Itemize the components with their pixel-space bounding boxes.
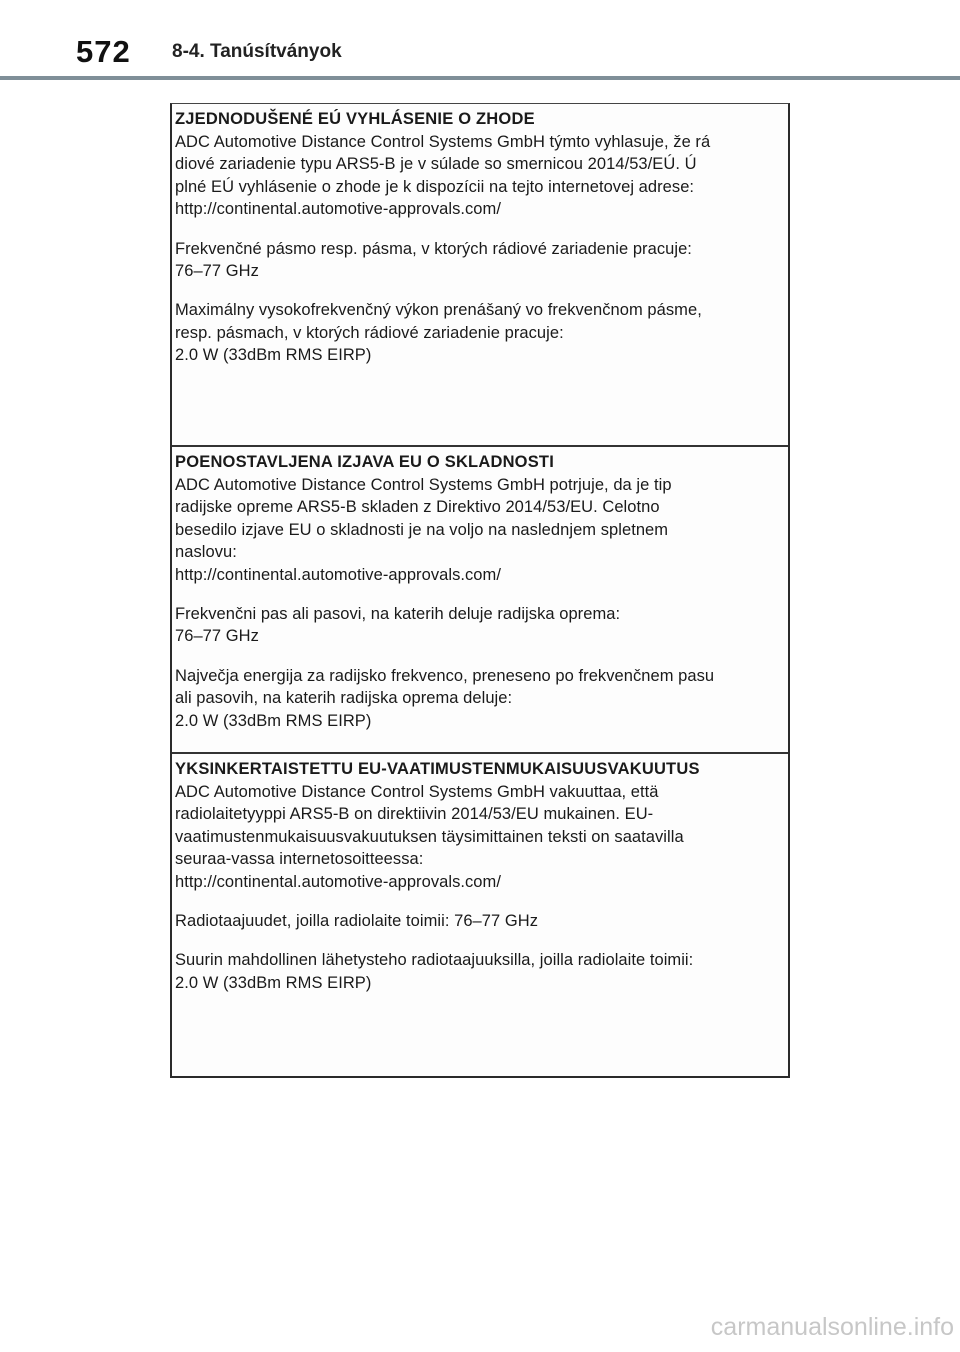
text-line: resp. pásmach, v ktorých rádiové zariadenie pracuje:: [175, 323, 564, 342]
text-line: 2.0 W (33dBm RMS EIRP): [175, 346, 372, 365]
text-line: Največja energija za radijsko frekvenco, preneseno po frekvenčnem pasu: [175, 666, 715, 685]
text-line: ADC Automotive Distance Control Systems GmbH vakuuttaa, että: [175, 783, 659, 801]
text-line: http://continental.automotive-approvals.com/: [175, 200, 501, 219]
declaration-block-slovak: [172, 104, 788, 445]
text-line: plné EÚ vyhlásenie o zhode je k dispozícii na tejto internetovej adrese:: [175, 177, 695, 196]
text-line: naslovu:: [175, 543, 237, 562]
section-title: 8-4. Tanúsítványok: [172, 41, 342, 62]
declaration-heading: ZJEDNODUŠENÉ EÚ VYHLÁSENIE O ZHODE: [175, 110, 535, 128]
declaration-heading: YKSINKERTAISTETTU EU-VAATIMUSTENMUKAISUUSVAKUUTUS: [175, 760, 700, 778]
text-line: 76–77 GHz: [175, 262, 259, 281]
text-line: 2.0 W (33dBm RMS EIRP): [175, 973, 372, 992]
declaration-body: [175, 474, 788, 732]
text-line: 2.0 W (33dBm RMS EIRP): [175, 711, 372, 730]
paragraph-gap: [175, 586, 788, 603]
paragraph-gap: [175, 932, 788, 949]
text-line: seuraa-vassa internetosoitteessa:: [175, 850, 424, 869]
text-line: Maximálny vysokofrekvenčný výkon prenášaný vo frekvenčnom pásme,: [175, 301, 702, 320]
text-line: diové zariadenie typu ARS5-B je v súlade so smernicou 2014/53/EÚ. Ú: [175, 155, 697, 174]
text-line: vaatimustenmukaisuusvakuutuksen täysimittainen teksti on saatavilla: [175, 827, 684, 846]
paragraph-gap: [175, 893, 788, 910]
watermark-text: carmanualsonline.info: [710, 1313, 954, 1341]
text-line: Frekvenčni pas ali pasovi, na katerih deluje radijska oprema:: [175, 605, 621, 624]
text-line: Suurin mahdollinen lähetysteho radiotaajuuksilla, joilla radiolaite toimii:: [175, 951, 694, 970]
text-line: http://continental.automotive-approvals.com/: [175, 872, 501, 891]
text-line: http://continental.automotive-approvals.com/: [175, 565, 501, 584]
declaration-block-slovenian: [172, 445, 788, 752]
paragraph-gap: [175, 282, 788, 299]
declaration-scan: [170, 103, 790, 1078]
text-line: ADC Automotive Distance Control Systems GmbH týmto vyhlasuje, že rá: [175, 133, 711, 151]
text-line: Radiotaajuudet, joilla radiolaite toimii: 76–77 GHz: [175, 912, 539, 931]
text-line: ADC Automotive Distance Control Systems GmbH potrjuje, da je tip: [175, 476, 672, 494]
page-header: [0, 0, 960, 78]
text-line: radiolaitetyyppi ARS5-B on direktiivin 2014/53/EU mukainen. EU-: [175, 805, 654, 824]
declaration-heading: POENOSTAVLJENA IZJAVA EU O SKLADNOSTI: [175, 453, 554, 471]
declaration-body: [175, 781, 788, 994]
declaration-body: [175, 131, 788, 367]
paragraph-gap: [175, 221, 788, 238]
header-divider: [0, 76, 960, 80]
paragraph-gap: [175, 648, 788, 665]
declaration-block-finnish: [172, 752, 788, 1077]
text-line: Frekvenčné pásmo resp. pásma, v ktorých rádiové zariadenie pracuje:: [175, 239, 692, 258]
text-line: radijske opreme ARS5-B skladen z Direktivo 2014/53/EU. Celotno: [175, 498, 660, 517]
text-line: besedilo izjave EU o skladnosti je na voljo na naslednjem spletnem: [175, 520, 669, 539]
text-line: ali pasovih, na katerih radijska oprema deluje:: [175, 689, 513, 708]
text-line: 76–77 GHz: [175, 627, 259, 646]
page-number: 572: [76, 34, 131, 69]
